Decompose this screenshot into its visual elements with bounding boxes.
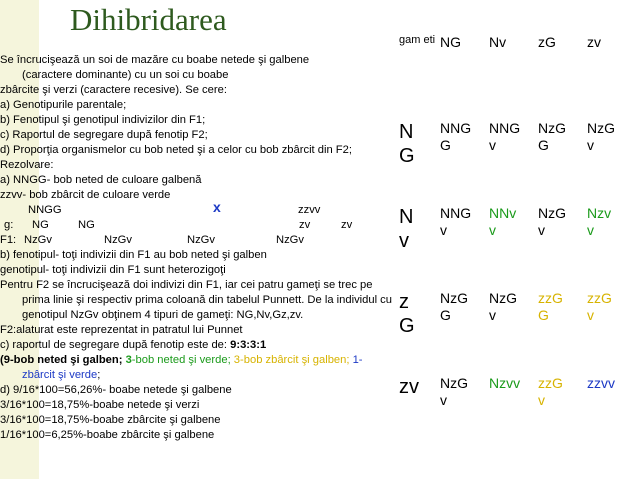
punnett-cell-part: v <box>587 137 594 153</box>
punnett-header: Nv <box>489 34 507 50</box>
punnett-row <box>395 201 632 286</box>
parents-row <box>0 199 392 218</box>
text-line: 3/16*100=18,75%-boabe netede şi verzi <box>0 399 200 411</box>
f1-genotype: NzGv <box>187 234 215 246</box>
punnett-cell-part: v <box>538 222 545 238</box>
text-line: zbârcite şi verzi (caractere recesive). Se cere: <box>0 84 227 96</box>
text-line: b) Fenotipul şi genotipul indivizilor din F1; <box>0 114 206 126</box>
punnett-cell-part: v <box>489 137 496 153</box>
punnett-row <box>395 286 632 371</box>
punnett-header: NG <box>440 34 461 50</box>
gamete: NG <box>78 219 95 231</box>
punnett-cell-part: NzG <box>440 290 468 306</box>
punnett-row-label <box>395 286 436 371</box>
punnett-row-label <box>395 201 436 286</box>
punnett-cell-part: NzG <box>440 375 468 391</box>
text-line <box>0 353 394 383</box>
punnett-cell <box>583 201 632 286</box>
text-line: c) Raportul de segregare după fenotip F2; <box>0 129 208 141</box>
text-line: d) 9/16*100=56,26%- boabe netede şi galbene <box>0 384 232 396</box>
punnett-row <box>395 371 632 456</box>
text-line: Pentru F2 se încrucişează doi indivizi din F1, iar cei patru gameţi se trec pe prima linie şi respectiv prima coloană din tabelul Punnett. De la individul cu genotipul NzGv obţinem 4 tipuri de gameţi: NG,Nv,Gz,zv. <box>0 279 393 321</box>
punnett-cell-part: NzG <box>538 120 566 136</box>
punnett-header: zG <box>538 34 556 50</box>
punnett-cell <box>485 116 534 201</box>
text-line: zzvv- bob zbârcit de culoare verde <box>0 189 171 201</box>
text-line: (caractere dominante) cu un soi cu boabe <box>22 69 229 81</box>
punnett-row-label-part: N <box>399 206 414 228</box>
punnett-cell <box>534 201 583 286</box>
punnett-row <box>395 116 632 201</box>
cross-mark: x <box>213 199 221 215</box>
punnett-cell-part: G <box>538 307 549 323</box>
punnett-cell <box>436 116 485 201</box>
punnett-cell-part: zzG <box>587 290 612 306</box>
punnett-cell-part: v <box>587 307 594 323</box>
punnett-cell-part: NNv <box>489 205 517 221</box>
ratio-intro: c) raportul de segregare după fenotip este de: <box>0 339 231 351</box>
punnett-cell-part: NzG <box>489 290 517 306</box>
ratio-part: 3 <box>125 354 132 366</box>
text-line: b) fenotipul- toţi indivizii din F1 au bob neted şi galben <box>0 249 267 261</box>
punnett-cell <box>436 201 485 286</box>
slide-title: Dihibridarea <box>70 2 227 37</box>
gametes-label: g: <box>4 219 14 231</box>
text-line: d) Proporţia organismelor cu bob neted şi a celor cu bob zbârcit din F2; <box>0 144 352 156</box>
ratio-value: 9:3:3:1 <box>230 339 267 351</box>
punnett-cell <box>583 116 632 201</box>
text-line: 1/16*100=6,25%-boabe zbârcite şi galbene <box>0 429 215 441</box>
punnett-cell-part: NzG <box>587 120 615 136</box>
parent-zzvv: zzvv <box>298 204 321 216</box>
punnett-cell-part: NzG <box>538 205 566 221</box>
punnett-cell: zzvv <box>587 375 615 391</box>
punnett-cell <box>583 286 632 371</box>
punnett-row-label-part: G <box>399 145 415 167</box>
punnett-cell <box>485 286 534 371</box>
punnett-cell-part: NNG <box>440 120 472 136</box>
punnett-row-label-part: z <box>399 291 409 313</box>
punnett-cell-part: v <box>440 392 447 408</box>
text-line: Se încrucişează un soi de mazăre cu boabe netede şi galbene <box>0 54 310 66</box>
text-line <box>0 338 392 353</box>
f1-row <box>0 233 392 248</box>
gamete: NG <box>32 219 49 231</box>
text-line: a) NNGG- bob neted de culoare galbenă <box>0 174 202 186</box>
punnett-square <box>395 30 632 456</box>
punnett-cell-part: Nzv <box>587 205 612 221</box>
punnett-cell-part: v <box>440 222 447 238</box>
problem-text <box>0 53 392 443</box>
f1-label: F1: <box>0 234 17 246</box>
punnett-row-label-part: N <box>399 121 414 143</box>
punnett-cell-part: NNG <box>489 120 521 136</box>
gamete: zv <box>341 219 353 231</box>
punnett-header: zv <box>587 34 601 50</box>
f1-genotype: NzGv <box>24 234 52 246</box>
punnett-cell <box>534 116 583 201</box>
punnett-cell-part: v <box>489 307 496 323</box>
punnett-cell <box>485 201 534 286</box>
punnett-cell-part: zzG <box>538 290 563 306</box>
f1-genotype: NzGv <box>276 234 304 246</box>
punnett-header-row <box>395 30 632 116</box>
punnett-row-label-part: G <box>399 315 415 337</box>
gamete: zv <box>299 219 311 231</box>
punnett-row-label: zv <box>399 376 419 398</box>
parent-nngg: NNGG <box>28 204 62 216</box>
ratio-part: (9-bob neted şi galben; <box>0 354 126 366</box>
punnett-cell-part: NNG <box>440 205 472 221</box>
punnett-row-label <box>395 116 436 201</box>
text-line: genotipul- toţi indivizii din F1 sunt heterozigoţi <box>0 264 226 276</box>
punnett-cell <box>534 371 583 456</box>
punnett-cell-part: G <box>440 137 451 153</box>
text-line: a) Genotipurile parentale; <box>0 99 127 111</box>
ratio-part: -bob neted şi verde; <box>131 354 234 366</box>
gametes-row <box>0 218 392 233</box>
ratio-part: 1-zbârcit şi verde <box>22 354 363 381</box>
punnett-cell-part: G <box>538 137 549 153</box>
punnett-cell <box>436 371 485 456</box>
punnett-corner-label: gam eti <box>399 34 436 46</box>
punnett-cell-part: v <box>538 392 545 408</box>
f1-genotype: NzGv <box>104 234 132 246</box>
punnett-cell <box>534 286 583 371</box>
punnett-row-label-part: v <box>399 230 409 252</box>
text-line: Rezolvare: <box>0 159 54 171</box>
punnett-cell <box>436 286 485 371</box>
punnett-cell-part: v <box>489 222 496 238</box>
punnett-cell-part: v <box>587 222 594 238</box>
ratio-part: 3-bob zbârcit şi galben; <box>233 354 353 366</box>
punnett-cell: Nzvv <box>489 375 521 391</box>
ratio-part: ; <box>97 369 101 381</box>
punnett-cell-part: G <box>440 307 451 323</box>
punnett-cell-part: zzG <box>538 375 563 391</box>
text-line: 3/16*100=18,75%-boabe zbârcite şi galbene <box>0 414 221 426</box>
text-line: F2:alaturat este reprezentat in patratul lui Punnet <box>0 324 243 336</box>
